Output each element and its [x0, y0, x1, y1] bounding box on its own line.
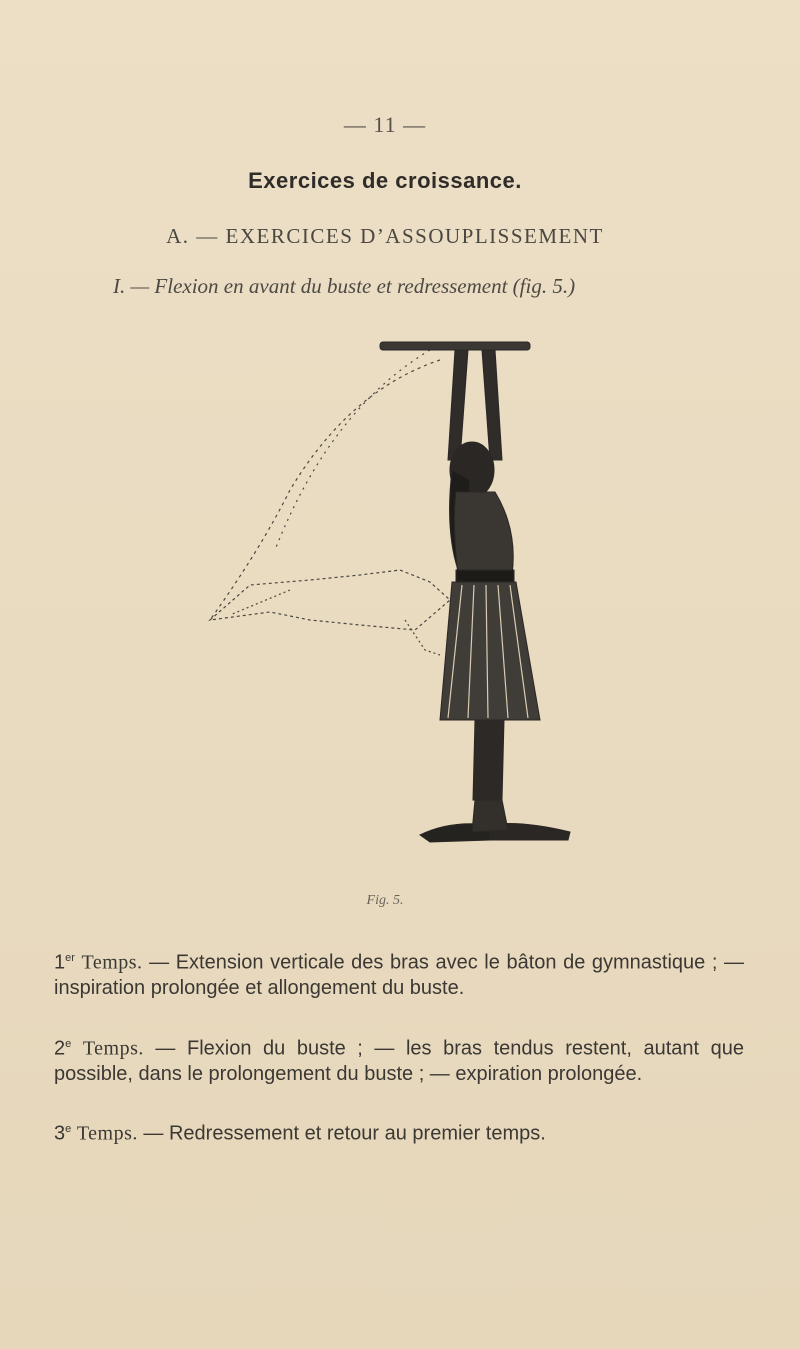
figure-caption: Fig. 5.: [366, 893, 404, 908]
paragraph-temps-1: 1er Temps. — Extension verticale des bras avec le bâton de gymnastique ; — inspiration prolongée et allongement du buste.: [54, 951, 745, 999]
bent-figure-outline: [210, 570, 450, 630]
exercise-heading: I. — Flexion en avant du buste et redressement (fig. 5.): [113, 274, 576, 298]
ankle: [472, 800, 508, 832]
torso: [454, 492, 513, 575]
paragraph-temps-3: 3e Temps. — Redressement et retour au premier temps.: [54, 1122, 546, 1145]
motion-path-dotted: [210, 360, 440, 620]
legs: [473, 720, 504, 800]
bent-figure-leg: [405, 620, 440, 655]
page-number: — 11 —: [343, 112, 427, 137]
section-heading: A. — EXERCICES D’ASSOUPLISSEMENT: [166, 224, 604, 248]
chapter-title: Exercices de croissance.: [248, 168, 522, 193]
gymnast-with-baton-illustration: [190, 320, 610, 870]
motion-path-dotted-2: [275, 350, 430, 550]
standing-figure: [380, 342, 570, 842]
baton: [380, 342, 530, 350]
bent-figure-arm: [230, 590, 290, 615]
right-arm: [482, 350, 502, 460]
paragraph-temps-2: 2e Temps. — Flexion du buste ; — les bras tendus restent, autant que possible, dans le prolongement du buste ; — expiration prolongée.: [54, 1037, 744, 1085]
